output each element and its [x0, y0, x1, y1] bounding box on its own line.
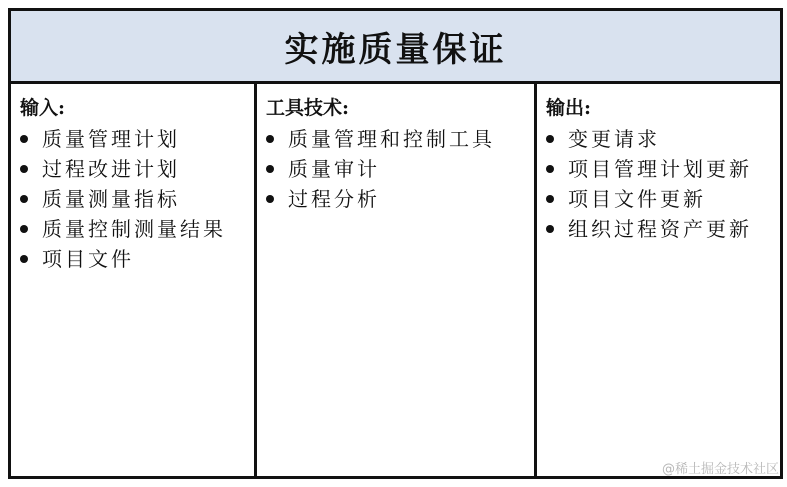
list-item-text: 质量审计	[288, 157, 380, 181]
bullet-icon	[20, 165, 28, 173]
bullet-icon	[266, 195, 274, 203]
bullet-icon	[266, 165, 274, 173]
list-item-text: 质量管理和控制工具	[288, 127, 495, 151]
list-item	[20, 244, 254, 274]
list-item-text: 质量控制测量结果	[42, 217, 226, 241]
bullet-icon	[546, 195, 554, 203]
list-item	[20, 214, 254, 244]
column-heading: 输出:	[546, 97, 592, 119]
diagram-frame	[8, 8, 783, 479]
bullet-icon	[20, 255, 28, 263]
list-item-text: 项目文件更新	[568, 187, 706, 211]
list-item	[20, 124, 254, 154]
list-item	[266, 124, 534, 154]
list-item	[546, 154, 780, 184]
list-item	[20, 154, 254, 184]
list-item	[266, 184, 534, 214]
inputs-column	[11, 84, 257, 476]
list-item	[546, 184, 780, 214]
list-item-text: 过程改进计划	[42, 157, 180, 181]
bullet-icon	[266, 135, 274, 143]
tools-list	[266, 124, 534, 214]
title-bar	[11, 11, 780, 84]
inputs-list	[20, 124, 254, 274]
watermark: @稀土掘金技术社区	[661, 462, 779, 477]
list-item-text: 质量管理计划	[42, 127, 180, 151]
list-item-text: 项目文件	[42, 247, 134, 271]
bullet-icon	[20, 225, 28, 233]
outputs-column	[537, 84, 780, 476]
tools-techniques-column	[257, 84, 537, 476]
list-item-text: 质量测量指标	[42, 187, 180, 211]
bullet-icon	[20, 135, 28, 143]
bullet-icon	[546, 165, 554, 173]
columns	[11, 84, 780, 476]
list-item-text: 变更请求	[568, 127, 660, 151]
list-item	[266, 154, 534, 184]
list-item-text: 组织过程资产更新	[568, 217, 752, 241]
list-item	[546, 124, 780, 154]
column-heading: 工具技术:	[266, 97, 350, 119]
outputs-list	[546, 124, 780, 244]
list-item-text: 项目管理计划更新	[568, 157, 752, 181]
bullet-icon	[546, 135, 554, 143]
list-item	[20, 184, 254, 214]
diagram-title: 实施质量保证	[284, 29, 507, 70]
list-item-text: 过程分析	[288, 187, 380, 211]
bullet-icon	[20, 195, 28, 203]
column-heading: 输入:	[20, 97, 66, 119]
bullet-icon	[546, 225, 554, 233]
list-item	[546, 214, 780, 244]
